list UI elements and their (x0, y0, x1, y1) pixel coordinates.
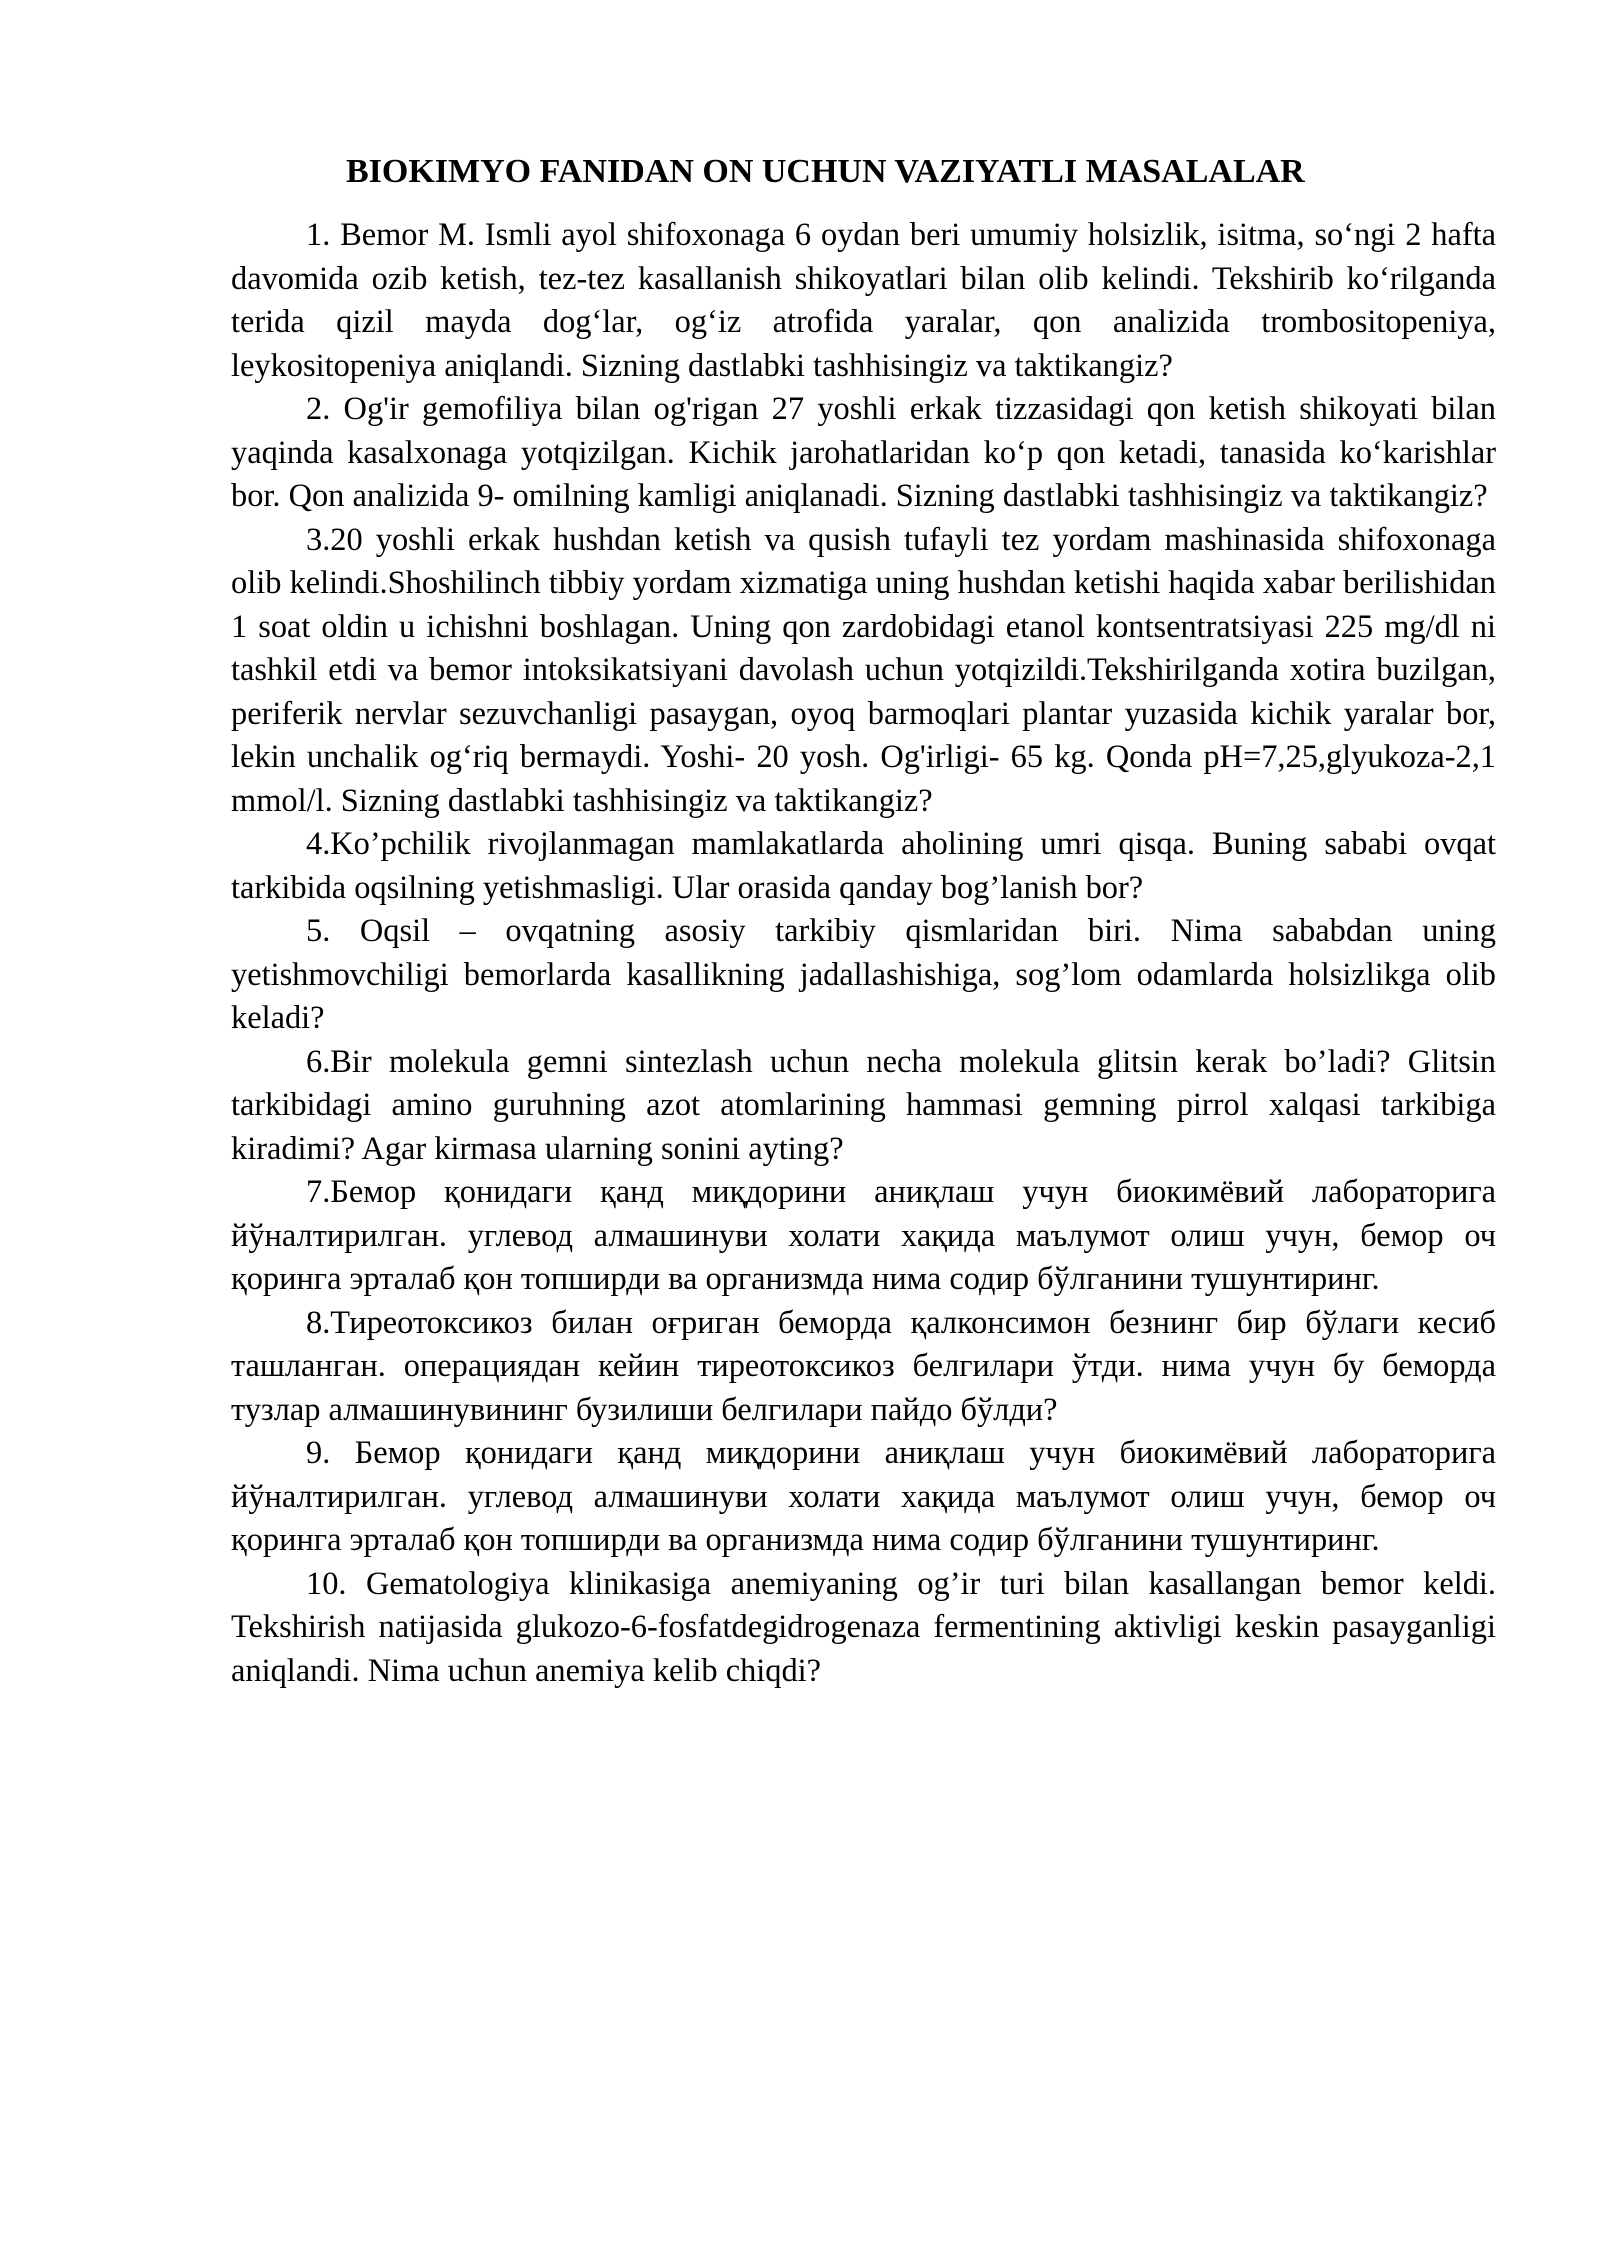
document-title: BIOKIMYO FANIDAN ON UCHUN VAZIYATLI MASALALAR (346, 153, 1305, 190)
problem-3: 3.20 yoshli erkak hushdan ketish va qusish tufayli tez yordam mashinasida shifoxonaga olib kelindi.Shoshilinch tibbiy yordam xizmatiga uning hushdan ketishi haqida xabar berilishidan 1 soat oldin u ichishni boshlagan. Uning qon zardobidagi etanol kontsentratsiyasi 225 mg/dl ni tashkil etdi va bemor intoksikatsiyani davolash uchun yotqizildi.Tekshirilganda xotira buzilgan, periferik nervlar sezuvchanligi pasaygan, oyoq barmoqlari plantar yuzasida kichik yaralar bor, lekin unchalik og‘riq bermaydi. Yoshi- 20 yosh. Og'irligi- 65 kg. Qonda pH=7,25,glyukoza-2,1 mmol/l. Sizning dastlabki tashhisingiz va taktikangiz? (231, 521, 1496, 819)
problem-4: 4.Ko’pchilik rivojlanmagan mamlakatlarda aholining umri qisqa. Buning sababi ovqat tarkibida oqsilning yetishmasligi. Ular orasida qanday bog’lanish bor? (231, 826, 1496, 906)
problem-10: 10. Gematologiya klinikasiga anemiyaning og’ir turi bilan kasallangan bemor keldi. Tekshirish natijasida glukozo-6-fosfatdegidrogenaza fermentining aktivligi keskin pasayganligi aniqlandi. Nima uchun anemiya kelib chiqdi? (231, 1565, 1496, 1689)
problem-9: 9. Бемор қонидаги қанд миқдорини аниқлаш учун биокимёвий лабораторига йўналтирилган. углевод алмашинуви холати хақида маълумот олиш учун, бемор оч қоринга эрталаб қон топширди ва организмда нима содир бўлганини тушунтиринг. (231, 1435, 1496, 1558)
problem-1: 1. Bemor M. Ismli ayol shifoxonaga 6 oydan beri umumiy holsizlik, isitma, so‘ngi 2 hafta davomida ozib ketish, tez-tez kasallanish shikoyatlari bilan olib kelindi. Tekshirib ko‘rilganda terida qizil mayda dog‘lar, og‘iz atrofida yaralar, qon analizida trombositopeniya, leykositopeniya aniqlandi. Sizning dastlabki tashhisingiz va taktikangiz? (231, 217, 1496, 384)
problem-5: 5. Oqsil – ovqatning asosiy tarkibiy qismlaridan biri. Nima sababdan uning yetishmovchiligi bemorlarda kasallikning jadallashishiga, sog’lom odamlarda holsizlikga olib keladi? (231, 913, 1496, 1036)
document-body (231, 150, 1496, 1693)
problem-8: 8.Тиреотоксикоз билан оғриган беморда қалконсимон безнинг бир бўлаги кесиб ташланган. операциядан кейин тиреотоксикоз белгилари ўтди. нима учун бу беморда тузлар алмашинувининг бузилиши белгилари пайдо бўлди? (231, 1304, 1496, 1428)
problem-6: 6.Bir molekula gemni sintezlash uchun necha molekula glitsin kerak bo’ladi? Glitsin tarkibidagi amino guruhning azot atomlarining hammasi gemning pirrol xalqasi tarkibiga kiradimi? Agar kirmasa ularning sonini ayting? (231, 1043, 1496, 1167)
problem-2: 2. Og'ir gemofiliya bilan og'rigan 27 yoshli erkak tizzasidagi qon ketish shikoyati bilan yaqinda kasalxonaga yotqizilgan. Kichik jarohatlaridan ko‘p qon ketadi, tanasida ko‘karishlar bor. Qon analizida 9- omilning kamligi aniqlanadi. Sizning dastlabki tashhisingiz va taktikangiz? (231, 391, 1496, 514)
problem-7: 7.Бемор қонидаги қанд миқдорини аниқлаш учун биокимёвий лабораторига йўналтирилган. углевод алмашинуви холати хақида маълумот олиш учун, бемор оч қоринга эрталаб қон топширди ва организмда нима содир бўлганини тушунтиринг. (231, 1174, 1496, 1297)
